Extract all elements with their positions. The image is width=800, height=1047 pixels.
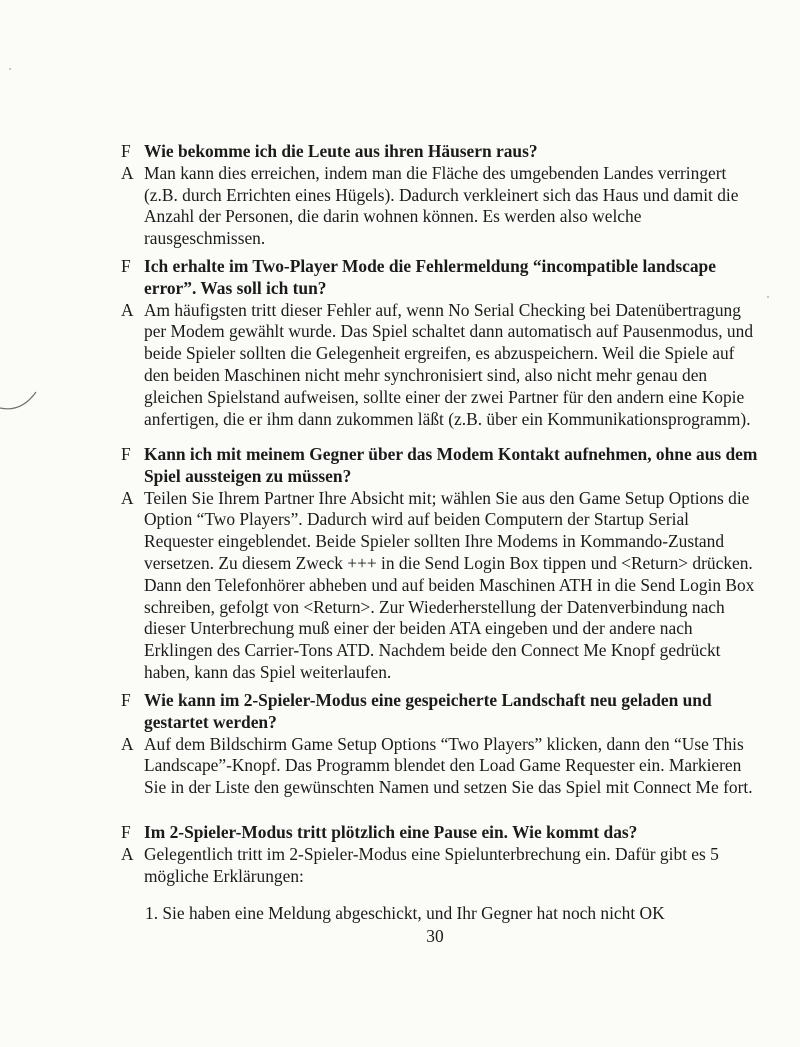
question	[120, 141, 760, 163]
scan-pencil-mark	[0, 388, 42, 420]
qa-block	[120, 444, 760, 684]
question-text: Im 2-Spieler-Modus tritt plötzlich eine Pause ein. Wie kommt das?	[144, 822, 638, 842]
page-number: 30	[426, 926, 444, 946]
question	[120, 822, 760, 844]
question-marker: F	[121, 141, 131, 161]
answer-text: Gelegentlich tritt im 2-Spieler-Modus eine Spielunterbrechung ein. Dafür gibt es 5 mögliche Erklärungen:	[144, 843, 719, 886]
answer-marker: A	[121, 843, 134, 864]
scan-speck	[9, 68, 11, 70]
answer-marker: A	[121, 299, 134, 320]
answer	[120, 163, 760, 250]
question-text: Wie kann im 2-Spieler-Modus eine gespeicherte Landschaft neu geladen und gestartet werden?	[144, 690, 712, 732]
answer-text: Am häufigsten tritt dieser Fehler auf, wenn No Serial Checking bei Datenübertragung per Modem gewählt wurde. Das Spiel schaltet dann automatisch auf Pausenmodus, und beide Spieler sollten die Gelegenheit ergreifen, es abzuspeichern. Weil die Spiele auf den beiden Maschinen nicht mehr synchronisiert sind, also nicht mehr genau den gleichen Spielstand aufweisen, sollte einer der zwei Partner für den andern eine Kopie anfertigen, die er ihm dann zukommen läßt (z.B. über ein Kommunikationsprogramm).	[144, 299, 754, 429]
answer	[120, 300, 760, 431]
question-text: Wie bekomme ich die Leute aus ihren Häusern raus?	[144, 141, 538, 161]
list-item: 1. Sie haben eine Meldung abgeschickt, und Ihr Gegner hat noch nicht OK	[145, 903, 665, 923]
qa-block	[120, 141, 760, 250]
qa-block	[120, 690, 760, 799]
question-marker: F	[121, 690, 131, 710]
question-text: Kann ich mit meinem Gegner über das Modem Kontakt aufnehmen, ohne aus dem Spiel aussteigen zu müssen?	[144, 444, 758, 486]
qa-block	[120, 822, 760, 887]
answer	[120, 488, 760, 684]
answer-text: Teilen Sie Ihrem Partner Ihre Absicht mit; wählen Sie aus den Game Setup Options die Option “Two Players”. Dadurch wird auf beiden Computern der Startup Serial Requester eingeblendet. Beide Spieler sollten Ihre Modems in Kommando-Zustand versetzen. Zu diesem Zweck +++ in die Send Login Box tippen und <Return> drücken. Dann den Telefonhörer abheben und auf beiden Maschinen ATH in die Send Login Box schreiben, gefolgt von <Return>. Zur Wiederherstellung der Datenverbindung nach dieser Unterbrechung muß einer der beiden ATA eingeben und der andere nach Erklingen des Carrier-Tons ATD. Nachdem beide den Connect Me Knopf gedrückt haben, kann das Spiel weiterlaufen.	[144, 487, 755, 682]
question-marker: F	[121, 444, 131, 464]
scan-speck	[767, 296, 769, 298]
question-marker: F	[121, 256, 131, 276]
answer-marker: A	[121, 733, 134, 754]
answer-marker: A	[121, 162, 134, 183]
answer	[120, 734, 760, 799]
question	[120, 444, 760, 488]
answer	[120, 844, 760, 888]
question	[120, 256, 760, 300]
question-marker: F	[121, 822, 131, 842]
answer-marker: A	[121, 487, 134, 508]
question	[120, 690, 760, 734]
qa-block	[120, 256, 760, 430]
answer-text: Man kann dies erreichen, indem man die Fläche des umgebenden Landes verringert (z.B. durch Errichten eines Hügels). Dadurch verkleinert sich das Haus und damit die Anzahl der Personen, die darin wohnen können. Es werden also welche rausgeschmissen.	[144, 162, 739, 249]
answer-text: Auf dem Bildschirm Game Setup Options “Two Players” klicken, dann den “Use This Landscape”-Knopf. Das Programm blendet den Load Game Requester ein. Markieren Sie in der Liste den gewünschten Namen und setzen Sie das Spiel mit Connect Me fort.	[144, 733, 753, 798]
question-text: Ich erhalte im Two-Player Mode die Fehlermeldung “incompatible landscape error”. Was soll ich tun?	[144, 256, 716, 298]
